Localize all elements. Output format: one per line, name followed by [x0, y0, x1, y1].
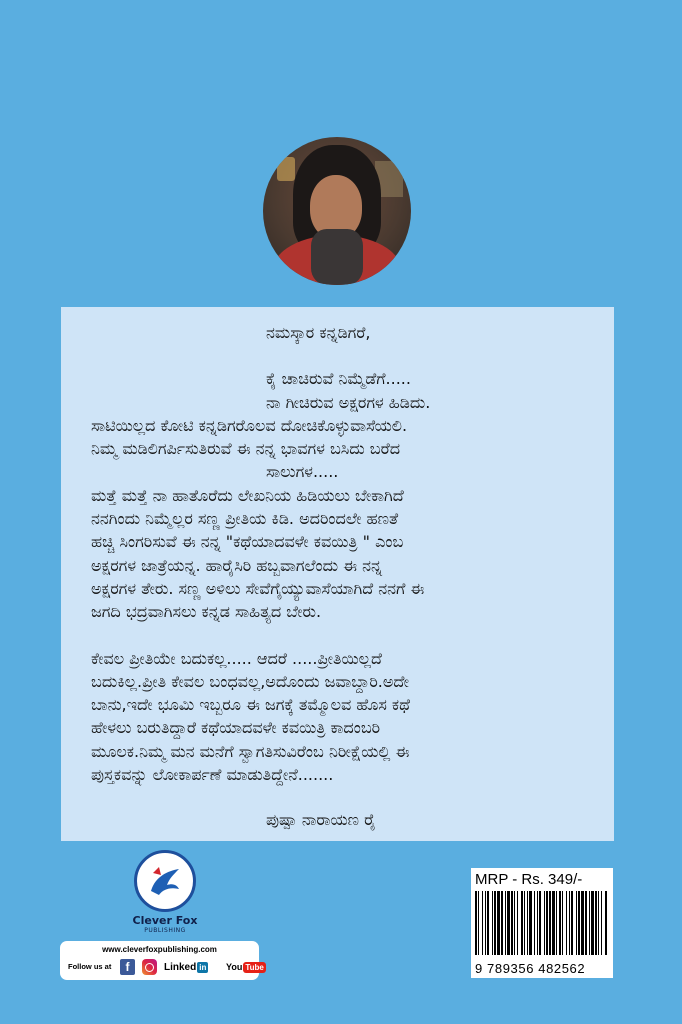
- instagram-icon[interactable]: [142, 959, 157, 975]
- blurb-line: ಪುಸ್ತಕವನ್ನು ಲೋಕಾರ್ಪಣೆ ಮಾಡುತಿದ್ದೇನೆ.......: [91, 765, 334, 785]
- price-label: MRP - Rs. 349/-: [475, 871, 583, 888]
- blurb-line: ಕೈ ಚಾಚಿರುವೆ ನಿಮ್ಮೆಡೆಗೆ.....: [266, 369, 411, 389]
- author-scarf: [311, 229, 363, 285]
- blurb-line: ಹಚ್ಚಿ ಸಿಂಗರಿಸುವೆ ಈ ನನ್ನ "ಕಥೆಯಾದವಳೇ ಕವಯಿತ್ರಿ " ಎಂಬ: [91, 532, 404, 552]
- blurb-line: ಅಕ್ಷರಗಳ ಜಾತ್ರೆಯನ್ನ. ಹಾರೈಸಿರಿ ಹಬ್ಬವಾಗಲೆಂದು ಈ ನನ್ನ: [91, 555, 383, 575]
- blurb-line: ನನಗಿಂದು ನಿಮ್ಮೆಲ್ಲರ ಸಣ್ಣ ಪ್ರೀತಿಯ ಕಿಡಿ. ಅದರಿಂದಲೇ ಹಣತೆ: [91, 509, 399, 529]
- blurb-line: ಜಗದಿ ಭದ್ರವಾಗಿಸಲು ಕನ್ನಡ ಸಾಹಿತ್ಯದ ಬೇರು.: [91, 602, 322, 622]
- blurb-panel: [61, 307, 614, 841]
- greeting-line: ನಮಸ್ಕಾರ ಕನ್ನಡಿಗರೆ,: [266, 323, 371, 342]
- isbn-digits: 9 789356 482562: [475, 961, 586, 976]
- blurb-line: ಸಾಲುಗಳ.....: [266, 462, 339, 482]
- author-signature: ಪುಷ್ಪಾ ನಾರಾಯಣ ರೈ: [266, 810, 376, 830]
- blurb-line: ಬದುಕಿಲ್ಲ.ಪ್ರೀತಿ ಕೇವಲ ಬಂಧವಲ್ಲ,ಅದೊಂದು ಜವಾಬ್ದಾರಿ.ಅದೇ: [91, 671, 409, 691]
- blurb-line: ಹೇಳಲು ಬರುತಿದ್ದಾರೆ ಕಥೆಯಾದವಳೇ ಕವಯಿತ್ರಿ ಕಾದಂಬರಿ: [91, 718, 381, 738]
- blurb-line: ಕೇವಲ ಪ್ರೀತಿಯೇ ಬದುಕಲ್ಲ..... ಆದರೆ .....ಪ್ರೀತಿಯಿಲ್ಲದೆ: [91, 648, 382, 668]
- blurb-line: ಅಕ್ಷರಗಳ ತೇರು. ಸಣ್ಣ ಅಳಿಲು ಸೇವೆಗೈಯ್ಯುವಾಸೆಯಾಗಿದೆ ನನಗೆ ಈ: [91, 578, 425, 598]
- blurb-line: ಮೂಲಕ.ನಿಮ್ಮ ಮನ ಮನೆಗೆ ಸ್ವಾಗತಿಸುವಿರೆಂಬ ನಿರೀಕ್ಷೆಯಲ್ಲಿ ಈ: [91, 741, 410, 761]
- youtube-icon[interactable]: You Tube: [226, 962, 264, 972]
- blurb-line: ಮತ್ತೆ ಮತ್ತೆ ನಾ ಹಾತೊರೆದು ಲೇಖನಿಯ ಹಿಡಿಯಲು ಬೇಕಾಗಿದೆ: [91, 485, 404, 505]
- blurb-line: ನಾ ಗೀಚಿರುವ ಅಕ್ಷರಗಳ ಹಿಡಿದು.: [266, 392, 431, 412]
- background-lamp: [277, 157, 295, 181]
- publisher-name: Clever Fox: [132, 914, 198, 927]
- blurb-line: ಬಾನು,ಇದೇ ಭೂಮಿ ಇಬ್ಬರೂ ಈ ಜಗಕ್ಕೆ ತಮ್ಮೊಲವ ಹೊಸ ಕಥೆ: [91, 695, 411, 715]
- blurb-line: ನಿಮ್ಮ ಮಡಿಲಿಗರ್ಪಿಸುತಿರುವೆ ಈ ನನ್ನ ಭಾವಗಳ ಬಸಿದು ಬರೆದ: [91, 439, 401, 459]
- blurb-line: ಸಾಟಿಯಿಲ್ಲದ ಕೋಟಿ ಕನ್ನಡಿಗರೊಲವ ದೋಚಿಕೊಳ್ಳುವಾಸೆಯಲಿ.: [91, 415, 408, 435]
- linkedin-icon[interactable]: Linked in: [164, 961, 207, 973]
- website-link[interactable]: www.cleverfoxpublishing.com: [102, 945, 217, 954]
- follow-label: Follow us at: [68, 962, 112, 971]
- barcode-icon: [475, 891, 607, 955]
- follow-bar: [60, 941, 264, 980]
- fox-logo-icon: [134, 850, 196, 912]
- author-photo: [263, 137, 411, 285]
- barcode-box: [471, 868, 613, 978]
- facebook-icon[interactable]: f: [120, 959, 135, 975]
- publisher-tagline: PUBLISHING: [144, 927, 186, 934]
- publisher-logo: [120, 850, 210, 940]
- paragraph-gap: [91, 624, 602, 647]
